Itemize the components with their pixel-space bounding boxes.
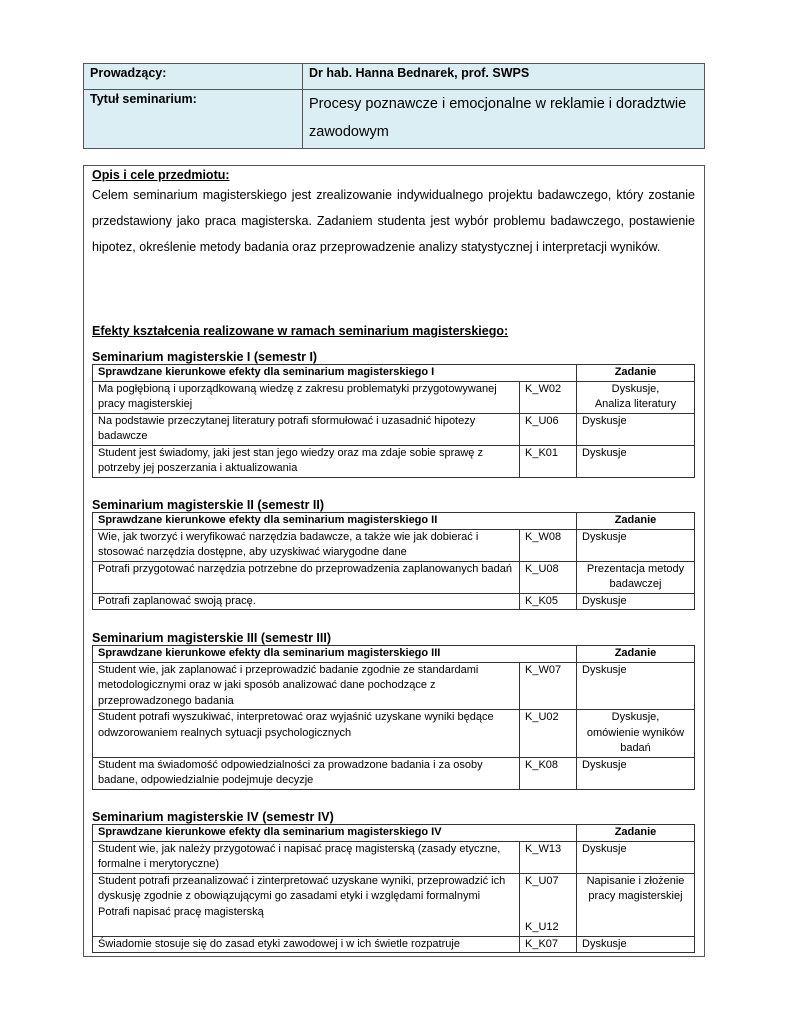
table-row — [93, 841, 695, 873]
effect-text: Student potrafi przeanalizować i zinterpretować uzyskane wyniki, przeprowadzić ich dyskusję zgodnie z obowiązującymi go zasadami etyki i względami formalnymi — [98, 874, 506, 902]
code-cell: K_K01 — [520, 445, 577, 477]
effect-cell: Ma pogłębioną i uporządkowaną wiedzę z zakresu problematyki przygotowywanej pracy magisterskiej — [93, 381, 520, 413]
table-row — [93, 757, 695, 789]
code-cell: K_U02 — [520, 710, 577, 758]
header-table — [83, 63, 705, 149]
seminar-block-4 — [92, 810, 695, 953]
seminar-block-3 — [92, 631, 695, 790]
task-cell: Dyskusje — [577, 841, 695, 873]
effect-cell: Potrafi zaplanować swoją pracę. — [93, 593, 520, 610]
code-text: K_U07 — [525, 874, 559, 887]
table-row — [93, 873, 695, 936]
table-row — [93, 662, 695, 710]
code-cell: K_W02 — [520, 381, 577, 413]
table-row — [93, 593, 695, 610]
effects-column-header: Sprawdzane kierunkowe efekty dla seminarium magisterskiego IV — [93, 825, 577, 842]
effect-cell: Na podstawie przeczytanej literatury potrafi sformułować i uzasadnić hipotezy badawcze — [93, 413, 520, 445]
effects-table — [92, 364, 695, 478]
seminar-title-label: Tytuł seminarium: — [84, 90, 303, 149]
table-row — [93, 445, 695, 477]
code-cell: K_U08 — [520, 561, 577, 593]
effect-cell: Student wie, jak zaplanować i przeprowadzić badanie zgodnie ze standardami metodologicznymi oraz w jaki sposób analizować dane pochodzące z przeprowadzonego badania — [93, 662, 520, 710]
task-cell: Dyskusje, omówienie wyników badań — [577, 710, 695, 758]
table-row — [93, 381, 695, 413]
task-cell: Dyskusje, Analiza literatury — [577, 381, 695, 413]
effect-cell: Student wie, jak należy przygotować i napisać pracę magisterską (zasady etyczne, formalne i merytoryczne) — [93, 841, 520, 873]
effect-cell: Świadomie stosuje się do zasad etyki zawodowej i w ich świetle rozpatruje — [93, 936, 520, 953]
table-header-row — [93, 825, 695, 842]
task-cell: Napisanie i złożenie pracy magisterskiej — [577, 873, 695, 936]
code-cell: K_W08 — [520, 529, 577, 561]
effects-column-header: Sprawdzane kierunkowe efekty dla seminarium magisterskiego I — [93, 365, 577, 382]
table-header-row — [93, 365, 695, 382]
task-cell: Dyskusje — [577, 413, 695, 445]
table-row — [93, 413, 695, 445]
effect-cell — [93, 873, 520, 936]
task-cell: Dyskusje — [577, 529, 695, 561]
task-column-header: Zadanie — [577, 365, 695, 382]
effect-cell: Wie, jak tworzyć i weryfikować narzędzia badawcze, a także wie jak dobierać i stosować narzędzia dostępne, aby uzyskiwać wiarygodne dane — [93, 529, 520, 561]
lecturer-name: Dr hab. Hanna Bednarek, prof. SWPS — [303, 64, 705, 90]
effects-table — [92, 645, 695, 790]
seminar-block-1 — [92, 350, 695, 478]
effects-table — [92, 824, 695, 953]
code-text-2: K_U12 — [525, 921, 559, 933]
task-cell: Prezentacja metody badawczej — [577, 561, 695, 593]
outcomes-heading: Efekty kształcenia realizowane w ramach seminarium magisterskiego: — [92, 324, 509, 338]
seminar-title: Seminarium magisterskie IV (semestr IV) — [92, 810, 334, 824]
table-row — [93, 710, 695, 758]
task-cell: Dyskusje — [577, 445, 695, 477]
effects-column-header: Sprawdzane kierunkowe efekty dla seminarium magisterskiego III — [93, 646, 577, 663]
table-header-row — [93, 513, 695, 530]
code-cell: K_U06 — [520, 413, 577, 445]
task-cell: Dyskusje — [577, 757, 695, 789]
code-cell: K_K08 — [520, 757, 577, 789]
task-column-header: Zadanie — [577, 646, 695, 663]
code-cell: K_W07 — [520, 662, 577, 710]
lecturer-label: Prowadzący: — [84, 64, 303, 90]
code-cell: K_K05 — [520, 593, 577, 610]
code-cell — [520, 873, 577, 936]
table-row — [93, 561, 695, 593]
description-text: Celem seminarium magisterskiego jest zrealizowanie indywidualnego projektu badawczego, który zostanie przedstawiony jako praca magisterska. Zadaniem studenta jest wybór problemu badawczego, postawienie hipotez, określenie metody badania oraz przeprowadzenie analizy statystycznej i interpretacji wyników. — [92, 188, 695, 254]
seminar-title-value: Procesy poznawcze i emocjonalne w reklamie i doradztwie zawodowym — [303, 90, 705, 149]
table-row — [93, 936, 695, 953]
course-description-box — [83, 165, 705, 957]
code-cell: K_K07 — [520, 936, 577, 953]
task-cell: Dyskusje — [577, 662, 695, 710]
effects-table — [92, 512, 695, 610]
table-row — [93, 529, 695, 561]
task-cell: Dyskusje — [577, 936, 695, 953]
seminar-block-2 — [92, 498, 695, 610]
effects-column-header: Sprawdzane kierunkowe efekty dla seminarium magisterskiego II — [93, 513, 577, 530]
seminar-title: Seminarium magisterskie III (semestr III) — [92, 631, 331, 645]
effect-text-2: Potrafi napisać pracę magisterską — [98, 905, 264, 918]
table-header-row — [93, 646, 695, 663]
description-heading: Opis i cele przedmiotu: — [92, 168, 230, 182]
task-cell: Dyskusje — [577, 593, 695, 610]
seminar-title: Seminarium magisterskie II (semestr II) — [92, 498, 325, 512]
task-column-header: Zadanie — [577, 825, 695, 842]
effect-cell: Student jest świadomy, jaki jest stan jego wiedzy oraz ma zdaje sobie sprawę z potrzeby jej poszerzania i aktualizowania — [93, 445, 520, 477]
code-cell: K_W13 — [520, 841, 577, 873]
task-column-header: Zadanie — [577, 513, 695, 530]
effect-cell: Student potrafi wyszukiwać, interpretować oraz wyjaśnić uzyskane wyniki będące odwzorowaniem realnych sytuacji psychologicznych — [93, 710, 520, 758]
effect-cell: Student ma świadomość odpowiedzialności za prowadzone badania i za osoby badane, odpowiedzialnie podejmuje decyzje — [93, 757, 520, 789]
effect-cell: Potrafi przygotować narzędzia potrzebne do przeprowadzenia zaplanowanych badań — [93, 561, 520, 593]
seminar-title: Seminarium magisterskie I (semestr I) — [92, 350, 318, 364]
